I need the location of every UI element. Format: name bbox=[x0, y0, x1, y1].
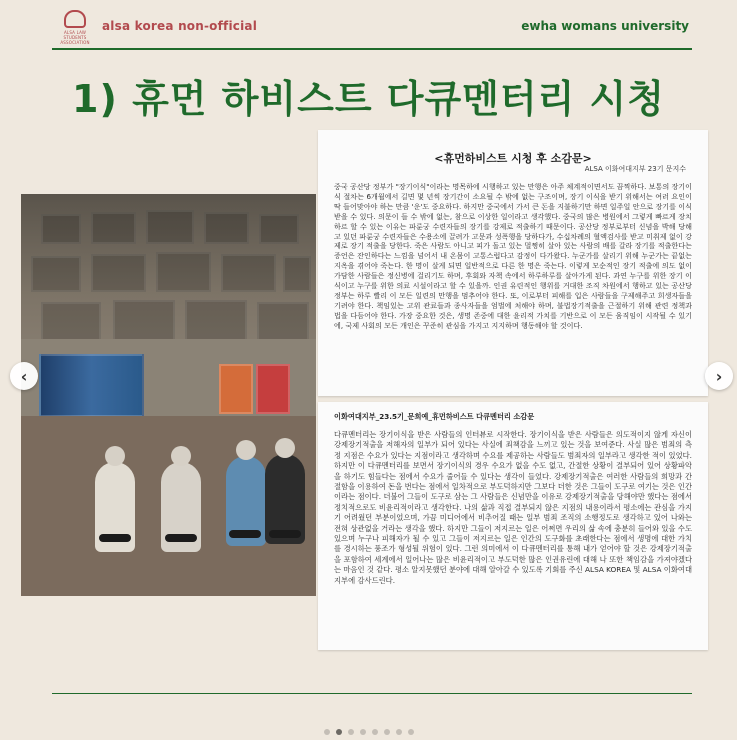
review-card-1 bbox=[318, 130, 708, 396]
card-heading: 이화여대지부_23.5기_문희예_휴먼하비스트 다큐멘터리 소감문 bbox=[334, 412, 535, 421]
card-title: <휴먼하비스트 시청 후 소감문> bbox=[434, 152, 592, 165]
previous-slide-button[interactable] bbox=[10, 362, 38, 390]
stool bbox=[165, 534, 197, 542]
pagination-dot[interactable] bbox=[408, 729, 414, 735]
header bbox=[0, 0, 737, 54]
next-slide-button[interactable] bbox=[705, 362, 733, 390]
bottom-divider bbox=[52, 693, 692, 694]
chevron-left-icon: ‹ bbox=[20, 366, 28, 386]
pagination-dot[interactable] bbox=[348, 729, 354, 735]
screening-photo bbox=[21, 194, 316, 596]
chevron-right-icon: › bbox=[715, 366, 723, 386]
stool bbox=[99, 534, 131, 542]
pagination-dot[interactable] bbox=[384, 729, 390, 735]
logo-text: ALSA LAW STUDENTS ASSOCIATION bbox=[60, 30, 90, 45]
pagination-dots bbox=[0, 729, 737, 735]
top-divider bbox=[52, 48, 692, 50]
alsa-logo bbox=[52, 8, 98, 45]
card-body: 다큐멘터리는 장기이식을 받은 사람들의 인터뷰로 시작한다. 장기이식을 받은 사람들은 의도적이지 않게 자신이 강제장기적출을 저해자의 일부가 되어 있다는 사실에 죄책감을 느끼고 있는 것을 보여준다. 사실 많은 범죄의 측정 지점은 수요가 있다는 지점이라고 생각하며 수요를 제공하는 사람들도 범죄자의 일부라고 생각한 적이 있었다. 하지만 이 다큐멘터리를 보면서 장기이식의 경우 수요가 없을 수도 없고, 간절한 상황이 결부되어 있어 상황파악을 하기도 힘들다는 점에서 수요가 줄어들 수 있다는 생각이 들었다. 강제장기적출은 여러한 사람들의 희망과 간절함을 이용하여 돈을 번다는 점에서 일차적으로 부도덕하지만 그보다 더한 것은 그들이 도구로 여기는 것은 인간이라는 점이다. 더불어 그들이 도구로 삼는 그 사람들은 신념만을 이유로 강제장기적출을 당해야만 했다는 점에서 정치적으로도 비윤리적이라고 생각한다. 나의 삶과 직접 결부되지 않은 지점의 내용이라서 평소에는 관심을 가지기 어려웠던 부분이었으며, 가끔 미디어에서 비추어질 때는 일부 범죄 조직의 소행정도로 생각하고 있어 나와는 전혀 상관없을 거라는 생각을 했다. 하지만 그들이 저지르는 일은 어쩌면 우리의 삶 속에 충분히 들어와 있을 수도 있으며 누구나 피해자가 될 수 있고 그들이 저지르는 일은 인간의 도구화를 초래한다는 점에서 생명에 대한 가치를 경시하는 풍조가 형성될 위험이 있다. 그런 의미에서 이 다큐멘터리를 통해 내가 얻어야 할 것은 강제장기적출을 포함하여 세계에서 일어나는 많은 비윤리적이고 부도덕한 많은 인권유린에 대해 나 또한 책임감을 가져야겠다는 마음인 것 같다. 평소 알지못했던 분야에 대해 알아갈 수 있도록 기회를 주신 ALSA KOREA 및 ALSA 이화여대지부에 감사드린다. bbox=[334, 430, 692, 585]
pagination-dot[interactable] bbox=[396, 729, 402, 735]
card-body: 중국 공산당 정부가 "장기이식"이라는 명목하에 시행하고 있는 만행은 아주 체계적이면서도 끔찍하다. 보통의 장기이식 절차는 6개월에서 길면 몇 년씩 장기간이 소요될 수 밖에 없는 구조이며, 장기 이식을 받기 위해서는 여러 요인이 딱 들어맞아야 하는 만큼 '운'도 중요하다. 하지만 중국에서 가서 큰 돈을 지불하기만 하면 일주일 안으로 장기를 이식 받을 수 있다. 의문이 들 수 밖에 없는, 참으로 이상한 일이라고 생각했다. 중국의 많은 병원에서 그렇게 빠르게 장치하르 할 수 있는 이유는 파룬궁 수련자들의 장기를 강제로 적출하기 때문이다. 공산당 정부로부터 신념을 박해 당해고 있던 파룬궁 수련자들은 수용소에 끌려가 고문과 성폭행을 당하다가, 수십차례의 혈액검사를 받고 미취제 없이 강제로 장기 적출을 당한다. 죽은 사람도 아니고 피가 돌고 있는 멀쩡히 살아 있는 사람의 배를 갈라 장기를 적출한다는 증언은 잔인하다는 느낌을 넘어서 내 온몸이 고통스럽다고 감정이 다가왔다. 누군가를 살리기 위해 누군가는 끝없는 지옥을 겪어야 죽는다. 한 명이 살게 되면 일반적으로 다른 한 명은 죽는다. 이렇게 모순적인 장기 적출에 의도 없이 가담한 사람들은 정신병에 걸리기도 하며, 후회와 자책 속에서 하루하루를 살아가게 된다. 과연 누구를 위한 장기 이식이고 누구를 위한 의료 시설이라고 할 수 있을까. 인권 유린적인 행위를 거대한 조직 차원에서 행하고 있는 공산당 정부는 하루 빨리 이 모든 일련의 만행을 멈추어야 한다. 또, 이로부터 피해를 입은 사람들을 구제해주고 희생자들을 기려야 한다. 책임있는 고위 관료들과 종사자들을 엄벌에 처해야 하며, 불법장기적출을 근절하기 위해 관련 정책과 법을 다듬어야 한다. 가장 중요한 것은, 생명 존중에 대한 윤리적 가치를 기반으로 이 모든 움직임이 시작될 수 있기에, 국제 사회의 모든 개인은 꾸준히 관심을 가지고 지지하며 행동해야 할 것이다. bbox=[334, 182, 692, 330]
poster bbox=[219, 364, 253, 414]
brand-left-text: alsa korea non-official bbox=[102, 19, 258, 33]
stool bbox=[229, 530, 261, 538]
card-author: ALSA 이화여대지부 23기 문지수 bbox=[584, 165, 686, 173]
pagination-dot[interactable] bbox=[360, 729, 366, 735]
pagination-dot[interactable] bbox=[372, 729, 378, 735]
stool bbox=[269, 530, 301, 538]
logo-mark-icon bbox=[64, 10, 86, 28]
page-title: 1) 휴먼 하비스트 다큐멘터리 시청 bbox=[72, 77, 665, 121]
projection-screen bbox=[39, 354, 144, 417]
poster bbox=[256, 364, 290, 414]
pagination-dot[interactable] bbox=[336, 729, 342, 735]
brand-right-text: ewha womans university bbox=[521, 19, 689, 33]
pagination-dot[interactable] bbox=[324, 729, 330, 735]
review-card-2 bbox=[318, 402, 708, 650]
